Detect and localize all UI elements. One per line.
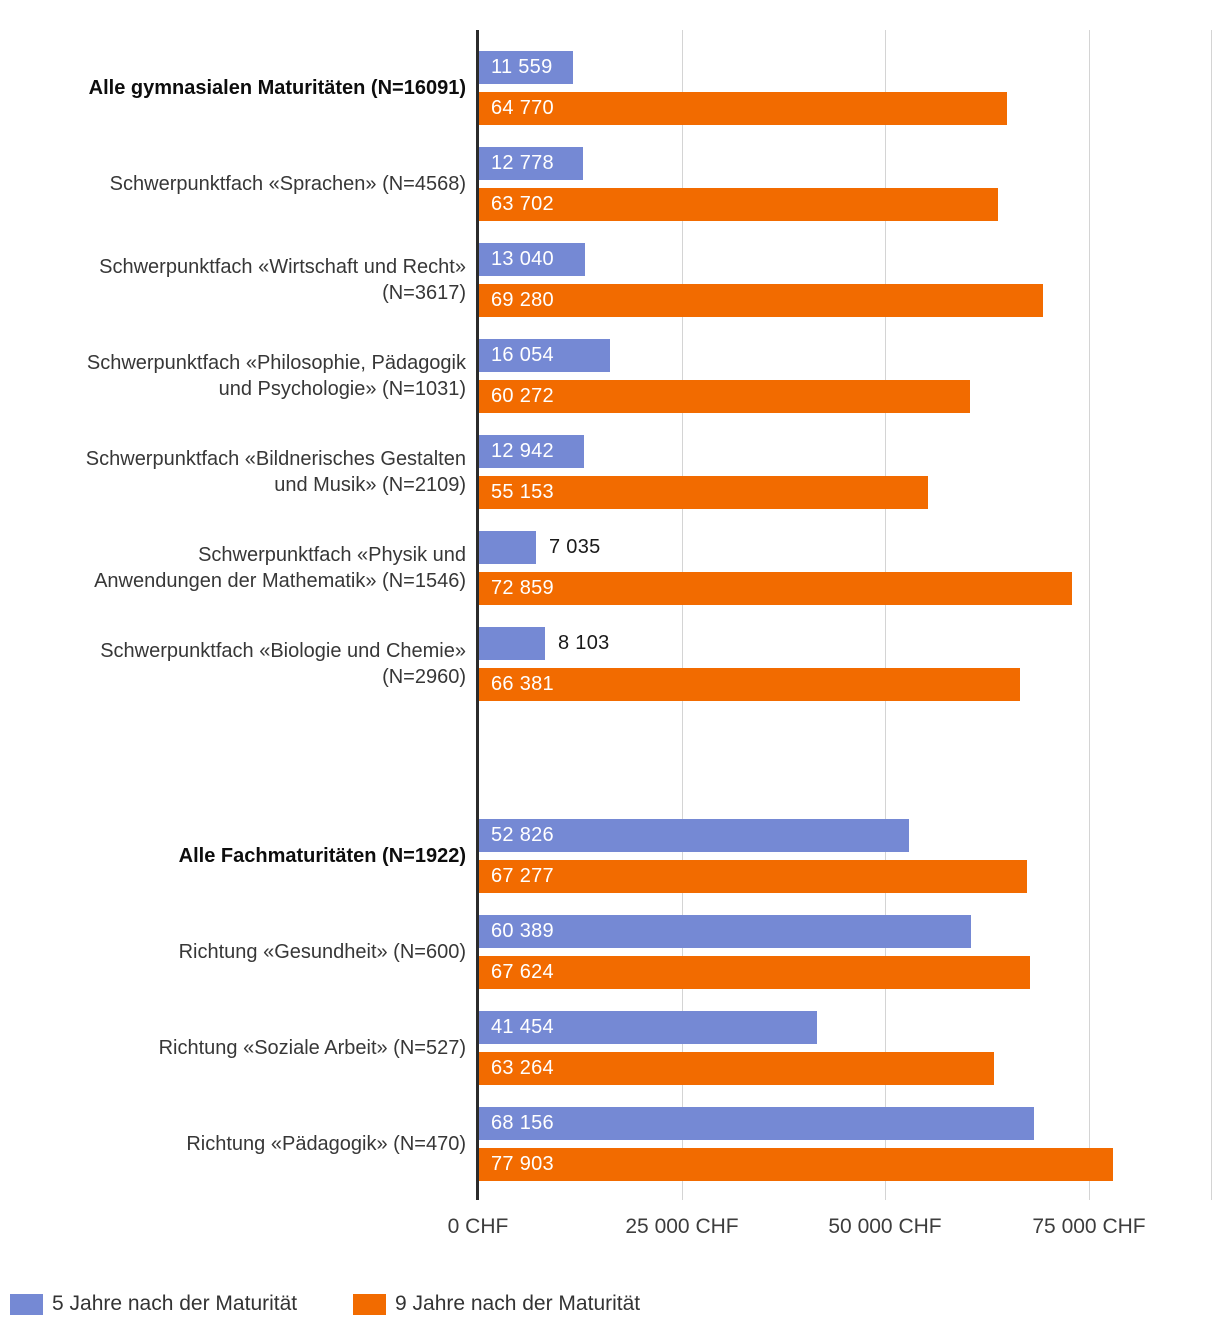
bar-segment-9j <box>479 1052 994 1085</box>
bar-segment-9j <box>479 188 998 221</box>
bar-segment-9j <box>479 572 1072 605</box>
bar-value-label: 55 153 <box>491 481 554 503</box>
category-label: Schwerpunktfach «Bildnerisches Gestalten und Musik» (N=2109) <box>85 448 466 496</box>
legend-swatch-5-jahre-icon <box>10 1294 43 1315</box>
bar-value-label: 64 770 <box>491 97 554 119</box>
category-label: Schwerpunktfach «Physik und Anwendungen der Mathematik» (N=1546) <box>94 544 466 592</box>
bar-value-label: 7 035 <box>549 536 601 558</box>
bar-value-label: 12 778 <box>491 152 554 174</box>
bar-value-label: 13 040 <box>491 248 554 270</box>
gridline-90000 <box>1211 30 1212 1200</box>
bar-value-label: 66 381 <box>491 673 554 695</box>
bar-value-label: 52 826 <box>491 824 554 846</box>
bar-value-label: 12 942 <box>491 440 554 462</box>
bar-value-label: 63 702 <box>491 193 554 215</box>
bar-value-label: 67 277 <box>491 865 554 887</box>
legend-item-9-jahre <box>353 1291 640 1317</box>
category-label: Richtung «Gesundheit» (N=600) <box>178 941 466 963</box>
bar-value-label: 11 559 <box>491 56 553 78</box>
category-label: Schwerpunktfach «Sprachen» (N=4568) <box>109 173 466 195</box>
bar-value-label: 60 272 <box>491 385 554 407</box>
category-label: Schwerpunktfach «Wirtschaft und Recht» (N=3617) <box>99 256 466 304</box>
bar-value-label: 69 280 <box>491 289 554 311</box>
category-label: Alle gymnasialen Maturitäten (N=16091) <box>88 77 466 99</box>
category-label: Schwerpunktfach «Philosophie, Pädagogik und Psychologie» (N=1031) <box>86 352 466 400</box>
bar-segment-9j <box>479 860 1027 893</box>
bar-value-label: 41 454 <box>491 1016 554 1038</box>
bar-value-label: 16 054 <box>491 344 554 366</box>
gridline-75000 <box>1089 30 1090 1200</box>
bar-value-label: 8 103 <box>558 632 610 654</box>
category-label: Schwerpunktfach «Biologie und Chemie» (N=2960) <box>100 640 466 688</box>
bar-segment-9j <box>479 92 1007 125</box>
bar-value-label: 68 156 <box>491 1112 554 1134</box>
legend <box>0 1291 1220 1317</box>
legend-label-9-jahre: 9 Jahre nach der Maturität <box>395 1292 641 1315</box>
bar-value-label: 67 624 <box>491 961 554 983</box>
bar-value-label: 72 859 <box>491 577 554 599</box>
legend-swatch-9-jahre-icon <box>353 1294 386 1315</box>
axis-tick-label-1: 25 000 CHF <box>625 1215 739 1238</box>
bar-value-label: 77 903 <box>491 1153 554 1175</box>
axis-tick-label-0: 0 CHF <box>447 1215 509 1238</box>
bar-segment-9j <box>479 668 1020 701</box>
bar-segment-9j <box>479 284 1043 317</box>
legend-item-5-jahre <box>10 1291 297 1317</box>
bar-segment-5j <box>479 627 545 660</box>
bar-segment-5j <box>479 531 536 564</box>
bar-value-label: 63 264 <box>491 1057 554 1079</box>
category-label: Richtung «Soziale Arbeit» (N=527) <box>158 1037 466 1059</box>
axis-tick-label-3: 75 000 CHF <box>1032 1215 1146 1238</box>
bar-segment-9j <box>479 1148 1113 1181</box>
legend-label-5-jahre: 5 Jahre nach der Maturität <box>52 1292 298 1315</box>
axis-tick-label-2: 50 000 CHF <box>828 1215 942 1238</box>
category-label: Alle Fachmaturitäten (N=1922) <box>178 845 466 867</box>
bar-segment-9j <box>479 956 1030 989</box>
bar-segment-5j <box>479 1107 1034 1140</box>
bar-value-label: 60 389 <box>491 920 554 942</box>
category-label: Richtung «Pädagogik» (N=470) <box>186 1133 466 1155</box>
